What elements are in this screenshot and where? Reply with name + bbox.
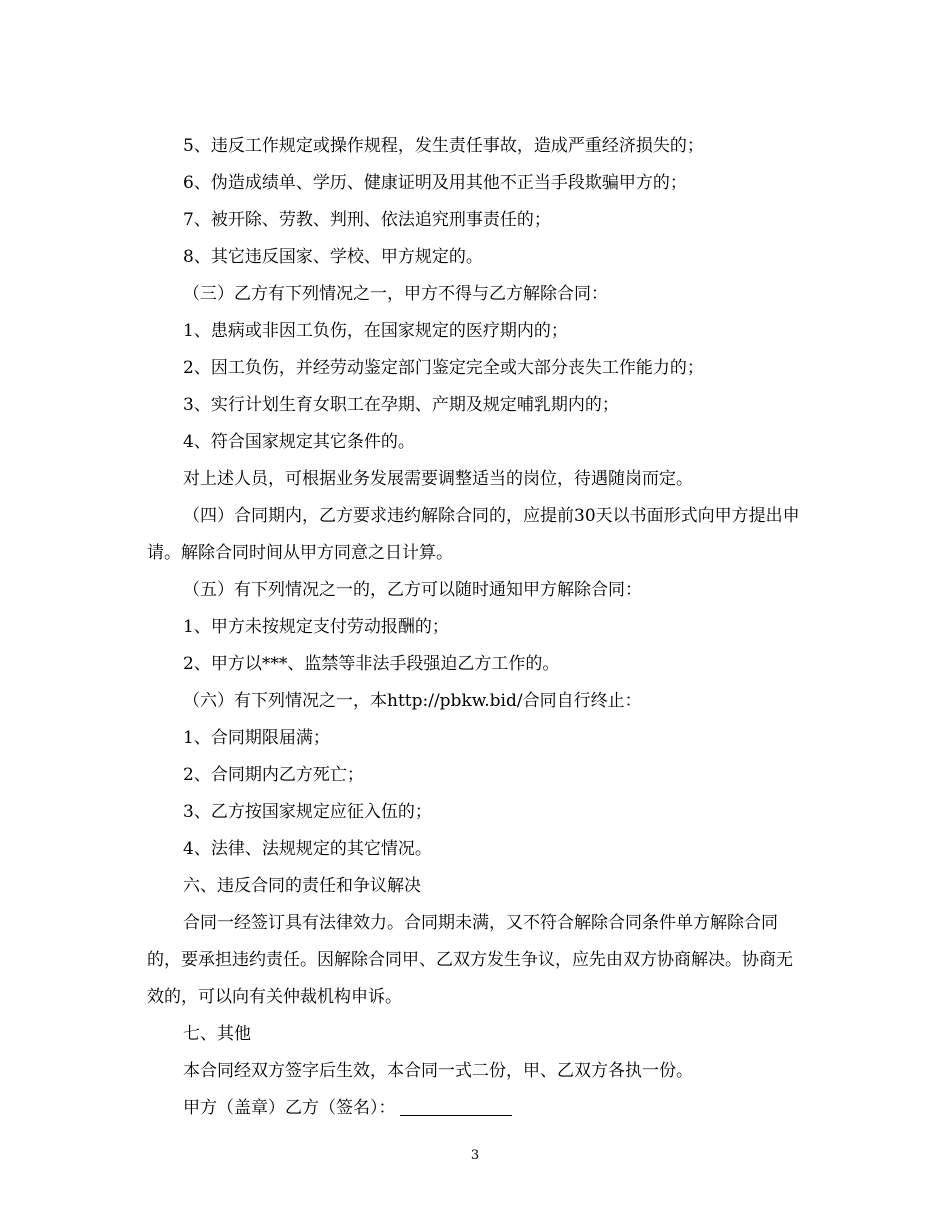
article-7-heading: 七、其他	[183, 1024, 251, 1044]
section-3-item-1: 1、患病或非因工负伤，在国家规定的医疗期内的；	[183, 321, 568, 341]
signature-label: 甲方（盖章）乙方（签名）：	[183, 1098, 396, 1118]
clause-5-violation: 5、违反工作规定或操作规程，发生责任事故，造成严重经济损失的；	[183, 136, 704, 156]
section-3-item-3: 3、实行计划生育女职工在孕期、产期及规定哺乳期内的；	[183, 395, 619, 415]
article-7-paragraph: 本合同经双方签字后生效，本合同一式二份，甲、乙双方各执一份。	[183, 1061, 693, 1081]
document-body	[147, 128, 807, 1127]
clause-8-other: 8、其它违反国家、学校、甲方规定的。	[183, 247, 483, 267]
section-4-paragraph: （四）合同期内，乙方要求违约解除合同的，应提前30天以书面形式向甲方提出申请。解除合同时间从甲方同意之日计算。	[147, 506, 800, 563]
article-6-heading: 六、违反合同的责任和争议解决	[183, 876, 421, 896]
article-6-paragraph: 合同一经签订具有法律效力。合同期未满，又不符合解除合同条件单方解除合同的，要承担违约责任。因解除合同甲、乙双方发生争议，应先由双方协商解决。协商无效的，可以向有关仲裁机构申诉。	[147, 913, 793, 1007]
section-6-item-3: 3、乙方按国家规定应征入伍的；	[183, 802, 432, 822]
section-6-item-4: 4、法律、法规规定的其它情况。	[183, 839, 432, 859]
section-3-heading: （三）乙方有下列情况之一，甲方不得与乙方解除合同：	[183, 284, 608, 304]
clause-7-dismissal: 7、被开除、劳教、判刑、依法追究刑事责任的；	[183, 210, 551, 230]
section-6-heading: （六）有下列情况之一，本http://pbkw.bid/合同自行终止：	[183, 691, 642, 711]
section-3-item-2: 2、因工负伤，并经劳动鉴定部门鉴定完全或大部分丧失工作能力的；	[183, 358, 704, 378]
signature-blank	[400, 1097, 512, 1116]
signature-line	[147, 1090, 807, 1127]
section-5-heading: （五）有下列情况之一的，乙方可以随时通知甲方解除合同：	[183, 580, 642, 600]
section-3-note: 对上述人员，可根据业务发展需要调整适当的岗位，待遇随岗而定。	[183, 469, 693, 489]
page-number: 3	[470, 1148, 480, 1163]
section-3-item-4: 4、符合国家规定其它条件的。	[183, 432, 415, 452]
section-5-item-2: 2、甲方以***、监禁等非法手段强迫乙方工作的。	[183, 654, 560, 674]
section-6-item-1: 1、合同期限届满；	[183, 728, 330, 748]
section-5-item-1: 1、甲方未按规定支付劳动报酬的；	[183, 617, 449, 637]
clause-6-fraud: 6、伪造成绩单、学历、健康证明及用其他不正当手段欺骗甲方的；	[183, 173, 687, 193]
section-6-item-2: 2、合同期内乙方死亡；	[183, 765, 364, 785]
